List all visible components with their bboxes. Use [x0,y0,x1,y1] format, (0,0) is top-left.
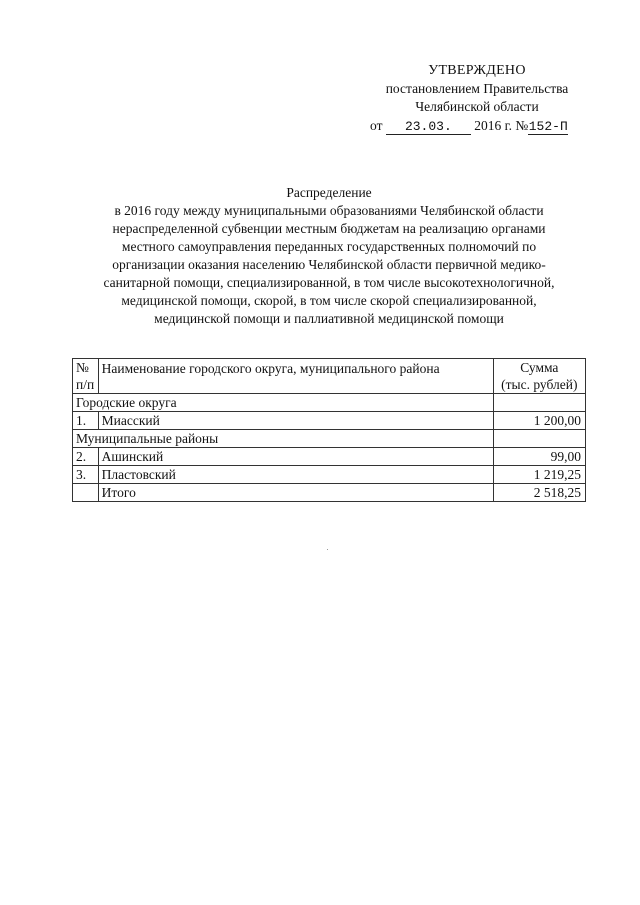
total-label: Итого [98,484,493,502]
header-sum-title: Сумма [520,360,559,375]
approval-line-2: Челябинской области [415,99,539,114]
row-number: 3. [73,466,99,484]
row-name: Миасский [98,412,493,430]
group-city-districts: Городские округа [73,394,494,412]
document-heading [72,184,586,328]
table-group-row [73,430,586,448]
approval-line-1: постановлением Правительства [385,81,569,96]
row-amount: 1 219,25 [493,466,585,484]
table-header-row [73,359,586,394]
heading-line-7: медицинской помощи, скорой, в том числе скорой специализированной, [121,293,537,308]
approval-date-value: 23.03. [386,119,471,135]
row-number: 1. [73,412,99,430]
heading-line-3: нераспределенной субвенции местным бюджетам на реализацию органами [112,221,546,236]
header-name: Наименование городского округа, муниципального района [98,359,493,394]
group-empty-cell [493,430,585,448]
header-number-abbr: п/п [76,377,95,392]
scan-speck [327,549,328,550]
table-row [73,466,586,484]
row-name: Пластовский [98,466,493,484]
table-row [73,448,586,466]
heading-line-2: в 2016 году между муниципальными образованиями Челябинской области [114,203,544,218]
approval-title: УТВЕРЖДЕНО [428,63,526,78]
heading-line-6: санитарной помощи, специализированной, в том числе высокотехнологичной, [103,275,555,290]
table-group-row [73,394,586,412]
header-sum [493,359,585,394]
year-label: 2016 г. № [474,118,529,133]
heading-line-8: медицинской помощи и паллиативной медицинской помощи [154,311,504,326]
table-row [73,412,586,430]
approval-date-line [370,117,584,135]
distribution-table [72,358,586,502]
total-amount: 2 518,25 [493,484,585,502]
row-name: Ашинский [98,448,493,466]
header-number [73,359,99,394]
row-number: 2. [73,448,99,466]
heading-line-5: организации оказания населению Челябинской области первичной медико- [112,257,546,272]
header-sum-unit: (тыс. рублей) [501,377,578,392]
from-label: от [370,118,383,133]
approval-stamp [370,62,584,135]
heading-title: Распределение [286,185,372,200]
heading-line-4: местного самоуправления переданных государственных полномочий по [121,239,537,254]
row-amount: 99,00 [493,448,585,466]
row-amount: 1 200,00 [493,412,585,430]
table-total-row [73,484,586,502]
group-municipal-districts: Муниципальные районы [73,430,494,448]
header-number-symbol: № [76,360,89,375]
approval-number-value: 152-П [528,119,568,134]
group-empty-cell [493,394,585,412]
total-number-cell [73,484,99,502]
